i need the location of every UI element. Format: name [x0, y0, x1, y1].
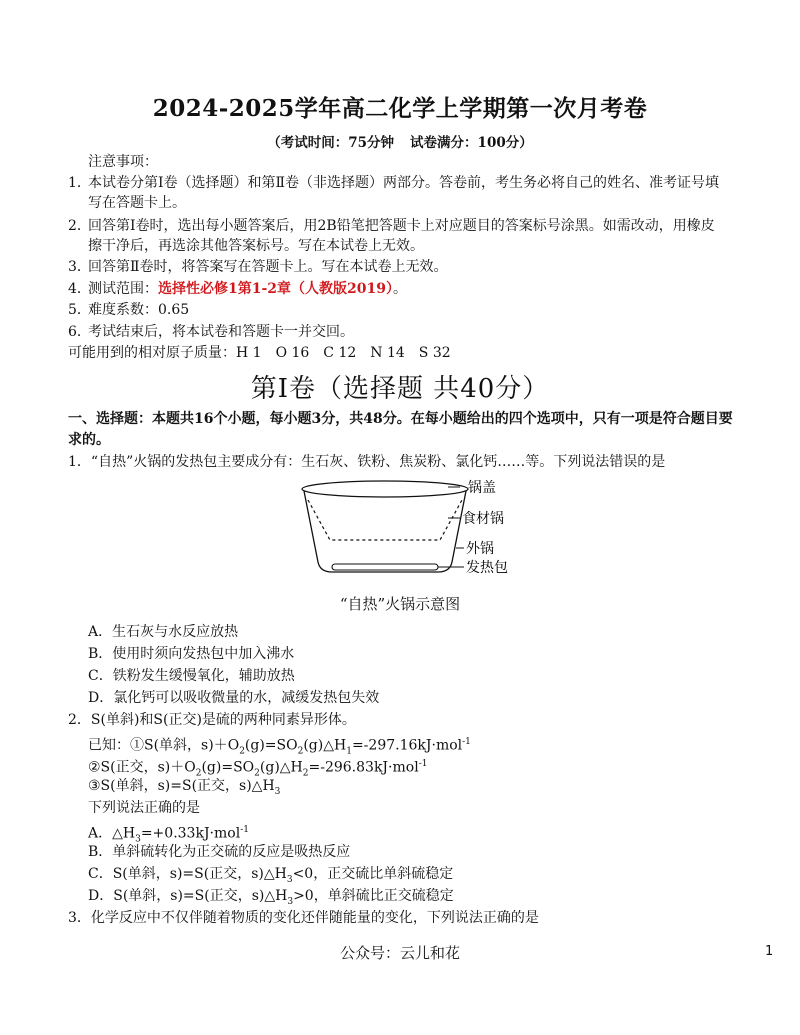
note-6: 6．考试结束后，将本试卷和答题卡一并交回。 — [68, 324, 354, 340]
page-number: 1 — [765, 944, 774, 959]
q2-option-c: C．S(单斜，s)=S(正交，$s)\triangle H_3<0$，正交硫比单斜硫稳定 — [88, 866, 454, 885]
q2-option-d: D．S(单斜，s)=S(正交，$s)\triangle H_3>0$，单斜硫比正交硫稳定 — [88, 888, 454, 907]
note-3: 3．回答第Ⅱ卷时，将答案写在答题卡上。写在本试卷上无效。 — [68, 259, 448, 275]
q1-option-a: A．生石灰与水反应放热 — [88, 624, 239, 640]
label-outer-pot: 外锅 — [466, 541, 494, 557]
notes-heading: 注意事项： — [88, 154, 158, 170]
q1-option-c: C．铁粉发生缓慢氧化，辅助放热 — [88, 668, 295, 684]
note-1: 1．本试卷分第Ⅰ卷（选择题）和第Ⅱ卷（非选择题）两部分。答卷前，考生务必将自己的姓名、准考证号填 — [68, 175, 720, 191]
q1-option-b: B．使用时须向发热包中加入沸水 — [88, 646, 295, 662]
note-5: 5．难度系数：0.65 — [68, 302, 190, 318]
exam-time: （考试时间：75分钟 — [267, 135, 395, 151]
q1-stem: 1．“自热”火锅的发热包主要成分有：生石灰、铁粉、焦炭粉、氯化钙……等。下列说法错误的是 — [68, 454, 666, 470]
q2-option-a: A．$\triangle H_3=+0.33kJ\cdot mol^{-1}$ — [88, 825, 249, 845]
note-1-cont: 写在答题卡上。 — [88, 195, 186, 211]
q2-stem: 2．S(单斜)和S(正交)是硫的两种同素异形体。 — [68, 712, 356, 728]
q2-ask: 下列说法正确的是 — [88, 800, 200, 816]
section-instruction: 一、选择题：本题共16个小题，每小题3分，共48分。在每小题给出的四个选项中，只有一项是符合题目要 — [68, 411, 733, 427]
pot-lid-outline — [302, 481, 468, 497]
q1-option-d: D．氯化钙可以吸收微量的水，减缓发热包失效 — [88, 690, 380, 706]
section-instruction-cont: 求的。 — [68, 432, 110, 448]
note-4: 4．测试范围：选择性必修1第1-2章（人教版2019）。 — [68, 281, 407, 297]
note-2-cont: 擦干净后，再选涂其他答案标号。写在本试卷上无效。 — [88, 238, 424, 254]
label-heat-pack: 发热包 — [466, 560, 508, 576]
note-2: 2．回答第Ⅰ卷时，选出每小题答案后，用2B铅笔把答题卡上对应题目的答案标号涂黑。如需改动，用橡皮 — [68, 218, 715, 234]
q2-equation-3: ③S(单斜，s)=S(正交，$s)\triangle H_3$ — [88, 778, 281, 797]
inner-pot-outline — [308, 500, 462, 540]
test-scope-highlight: 选择性必修1第1-2章（人教版2019） — [158, 281, 393, 297]
label-lid: 锅盖 — [468, 480, 496, 496]
section-title: 第Ⅰ卷（选择题 共40分） — [250, 374, 550, 404]
exam-title: 2024-2025学年高二化学上学期第一次月考卷 — [152, 95, 648, 122]
q3-stem: 3．化学反应中不仅伴随着物质的变化还伴随能量的变化，下列说法正确的是 — [68, 910, 539, 926]
exam-score: 试卷满分：100分） — [410, 135, 533, 151]
q2-equation-1: 已知：①S(单斜，$s)+O_2(g)=SO_2(g)\triangle H_1=-297.16kJ\cdot mol^{-1}$ — [88, 737, 471, 757]
atomic-masses: 可能用到的相对原子质量：H 1 O 16 C 12 N 14 S 32 — [68, 345, 451, 361]
q2-equation-2: ②S(正交，$s)+O_2(g)=SO_2(g)\triangle H_2=-296.83kJ\cdot mol^{-1}$ — [88, 759, 428, 779]
heat-pack-shape — [332, 564, 438, 570]
footer-text: 公众号：云儿和花 — [339, 944, 460, 962]
label-inner-pot: 食材锅 — [462, 511, 504, 527]
hotpot-diagram — [300, 478, 530, 580]
q2-option-b: B．单斜硫转化为正交硫的反应是吸热反应 — [88, 844, 351, 860]
outer-pot-outline — [304, 491, 466, 572]
figure-caption: “自热”火锅示意图 — [339, 595, 461, 613]
exam-subtitle — [0, 131, 800, 151]
